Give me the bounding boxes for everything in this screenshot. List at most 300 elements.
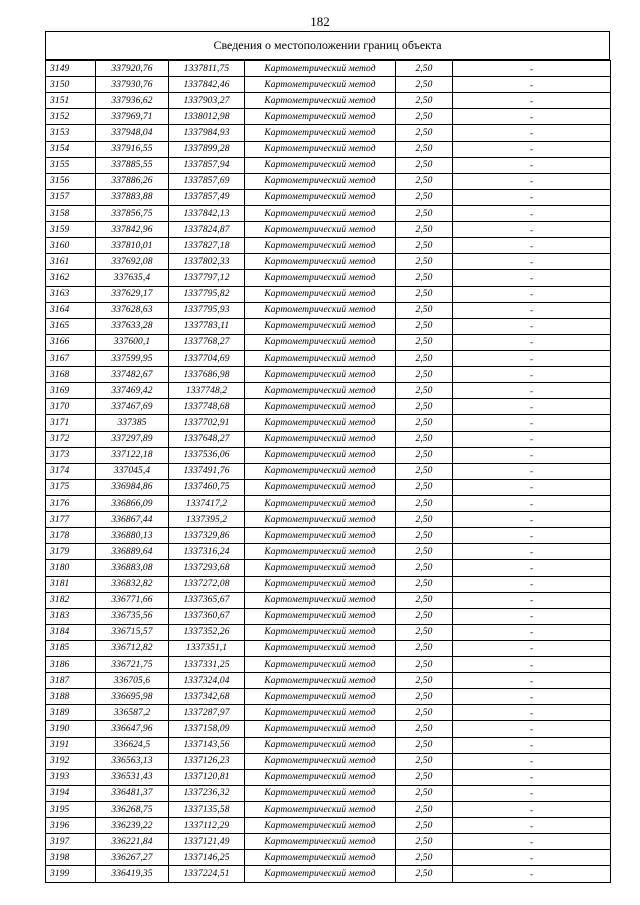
point-number-cell: 3169 — [46, 383, 96, 399]
y-coordinate-cell: 1337112,29 — [169, 818, 245, 834]
accuracy-cell: 2,50 — [396, 866, 453, 882]
accuracy-cell: 2,50 — [396, 721, 453, 737]
description-cell: - — [453, 238, 611, 254]
table-row — [46, 350, 611, 366]
table-row — [46, 93, 611, 109]
y-coordinate-cell: 1337857,69 — [169, 173, 245, 189]
table-row — [46, 447, 611, 463]
description-cell: - — [453, 495, 611, 511]
point-number-cell: 3171 — [46, 415, 96, 431]
description-cell: - — [453, 657, 611, 673]
accuracy-cell: 2,50 — [396, 479, 453, 495]
point-number-cell: 3173 — [46, 447, 96, 463]
point-number-cell: 3176 — [46, 495, 96, 511]
x-coordinate-cell: 337628,63 — [96, 302, 169, 318]
y-coordinate-cell: 1337491,76 — [169, 463, 245, 479]
method-cell: Картометрический метод — [245, 769, 396, 785]
accuracy-cell: 2,50 — [396, 705, 453, 721]
y-coordinate-cell: 1337795,82 — [169, 286, 245, 302]
accuracy-cell: 2,50 — [396, 61, 453, 77]
x-coordinate-cell: 336268,75 — [96, 802, 169, 818]
y-coordinate-cell: 1337272,08 — [169, 576, 245, 592]
coordinates-table-body — [46, 61, 611, 883]
boundary-table-sheet — [45, 31, 610, 883]
description-cell: - — [453, 753, 611, 769]
point-number-cell: 3166 — [46, 334, 96, 350]
method-cell: Картометрический метод — [245, 624, 396, 640]
coordinates-table — [45, 60, 611, 883]
y-coordinate-cell: 1337857,94 — [169, 157, 245, 173]
point-number-cell: 3196 — [46, 818, 96, 834]
method-cell: Картометрический метод — [245, 802, 396, 818]
method-cell: Картометрический метод — [245, 592, 396, 608]
x-coordinate-cell: 337886,26 — [96, 173, 169, 189]
x-coordinate-cell: 337948,04 — [96, 125, 169, 141]
method-cell: Картометрический метод — [245, 254, 396, 270]
accuracy-cell: 2,50 — [396, 495, 453, 511]
point-number-cell: 3187 — [46, 673, 96, 689]
accuracy-cell: 2,50 — [396, 818, 453, 834]
x-coordinate-cell: 336984,86 — [96, 479, 169, 495]
description-cell: - — [453, 624, 611, 640]
description-cell: - — [453, 544, 611, 560]
accuracy-cell: 2,50 — [396, 334, 453, 350]
accuracy-cell: 2,50 — [396, 270, 453, 286]
y-coordinate-cell: 1337842,46 — [169, 77, 245, 93]
description-cell: - — [453, 721, 611, 737]
table-row — [46, 383, 611, 399]
method-cell: Картометрический метод — [245, 302, 396, 318]
description-cell: - — [453, 189, 611, 205]
y-coordinate-cell: 1337316,24 — [169, 544, 245, 560]
method-cell: Картометрический метод — [245, 447, 396, 463]
table-row — [46, 657, 611, 673]
x-coordinate-cell: 337916,55 — [96, 141, 169, 157]
accuracy-cell: 2,50 — [396, 415, 453, 431]
point-number-cell: 3161 — [46, 254, 96, 270]
y-coordinate-cell: 1337143,56 — [169, 737, 245, 753]
y-coordinate-cell: 1337903,27 — [169, 93, 245, 109]
x-coordinate-cell: 336419,35 — [96, 866, 169, 882]
point-number-cell: 3197 — [46, 834, 96, 850]
table-row — [46, 576, 611, 592]
accuracy-cell: 2,50 — [396, 769, 453, 785]
x-coordinate-cell: 337969,71 — [96, 109, 169, 125]
method-cell: Картометрический метод — [245, 141, 396, 157]
y-coordinate-cell: 1337984,93 — [169, 125, 245, 141]
method-cell: Картометрический метод — [245, 431, 396, 447]
method-cell: Картометрический метод — [245, 61, 396, 77]
table-row — [46, 544, 611, 560]
x-coordinate-cell: 336735,56 — [96, 608, 169, 624]
method-cell: Картометрический метод — [245, 528, 396, 544]
accuracy-cell: 2,50 — [396, 850, 453, 866]
method-cell: Картометрический метод — [245, 222, 396, 238]
point-number-cell: 3195 — [46, 802, 96, 818]
x-coordinate-cell: 337920,76 — [96, 61, 169, 77]
x-coordinate-cell: 336624,5 — [96, 737, 169, 753]
accuracy-cell: 2,50 — [396, 383, 453, 399]
x-coordinate-cell: 337885,55 — [96, 157, 169, 173]
accuracy-cell: 2,50 — [396, 512, 453, 528]
description-cell: - — [453, 705, 611, 721]
description-cell: - — [453, 769, 611, 785]
accuracy-cell: 2,50 — [396, 189, 453, 205]
description-cell: - — [453, 640, 611, 656]
y-coordinate-cell: 1337352,26 — [169, 624, 245, 640]
accuracy-cell: 2,50 — [396, 254, 453, 270]
x-coordinate-cell: 336481,37 — [96, 785, 169, 801]
point-number-cell: 3174 — [46, 463, 96, 479]
y-coordinate-cell: 1337365,67 — [169, 592, 245, 608]
table-row — [46, 737, 611, 753]
method-cell: Картометрический метод — [245, 512, 396, 528]
accuracy-cell: 2,50 — [396, 302, 453, 318]
point-number-cell: 3190 — [46, 721, 96, 737]
y-coordinate-cell: 1337236,32 — [169, 785, 245, 801]
x-coordinate-cell: 337482,67 — [96, 367, 169, 383]
description-cell: - — [453, 512, 611, 528]
accuracy-cell: 2,50 — [396, 528, 453, 544]
x-coordinate-cell: 336221,84 — [96, 834, 169, 850]
accuracy-cell: 2,50 — [396, 737, 453, 753]
point-number-cell: 3183 — [46, 608, 96, 624]
x-coordinate-cell: 336715,57 — [96, 624, 169, 640]
y-coordinate-cell: 1337802,33 — [169, 254, 245, 270]
y-coordinate-cell: 1337842,13 — [169, 205, 245, 221]
table-row — [46, 238, 611, 254]
point-number-cell: 3163 — [46, 286, 96, 302]
description-cell: - — [453, 415, 611, 431]
description-cell: - — [453, 367, 611, 383]
table-row — [46, 125, 611, 141]
method-cell: Картометрический метод — [245, 479, 396, 495]
y-coordinate-cell: 1337686,98 — [169, 367, 245, 383]
description-cell: - — [453, 689, 611, 705]
method-cell: Картометрический метод — [245, 689, 396, 705]
x-coordinate-cell: 337600,1 — [96, 334, 169, 350]
point-number-cell: 3185 — [46, 640, 96, 656]
method-cell: Картометрический метод — [245, 125, 396, 141]
x-coordinate-cell: 336832,82 — [96, 576, 169, 592]
point-number-cell: 3164 — [46, 302, 96, 318]
description-cell: - — [453, 157, 611, 173]
method-cell: Картометрический метод — [245, 673, 396, 689]
x-coordinate-cell: 336889,64 — [96, 544, 169, 560]
table-row — [46, 705, 611, 721]
table-row — [46, 189, 611, 205]
description-cell: - — [453, 479, 611, 495]
point-number-cell: 3189 — [46, 705, 96, 721]
description-cell: - — [453, 608, 611, 624]
x-coordinate-cell: 337629,17 — [96, 286, 169, 302]
description-cell: - — [453, 399, 611, 415]
accuracy-cell: 2,50 — [396, 463, 453, 479]
point-number-cell: 3168 — [46, 367, 96, 383]
method-cell: Картометрический метод — [245, 238, 396, 254]
x-coordinate-cell: 336563,13 — [96, 753, 169, 769]
table-row — [46, 205, 611, 221]
method-cell: Картометрический метод — [245, 93, 396, 109]
point-number-cell: 3151 — [46, 93, 96, 109]
point-number-cell: 3158 — [46, 205, 96, 221]
x-coordinate-cell: 337633,28 — [96, 318, 169, 334]
y-coordinate-cell: 1337857,49 — [169, 189, 245, 205]
accuracy-cell: 2,50 — [396, 77, 453, 93]
method-cell: Картометрический метод — [245, 818, 396, 834]
x-coordinate-cell: 336267,27 — [96, 850, 169, 866]
point-number-cell: 3160 — [46, 238, 96, 254]
x-coordinate-cell: 337599,95 — [96, 350, 169, 366]
method-cell: Картометрический метод — [245, 576, 396, 592]
description-cell: - — [453, 334, 611, 350]
point-number-cell: 3182 — [46, 592, 96, 608]
y-coordinate-cell: 1337324,04 — [169, 673, 245, 689]
point-number-cell: 3181 — [46, 576, 96, 592]
y-coordinate-cell: 1337536,06 — [169, 447, 245, 463]
method-cell: Картометрический метод — [245, 334, 396, 350]
y-coordinate-cell: 1337287,97 — [169, 705, 245, 721]
accuracy-cell: 2,50 — [396, 238, 453, 254]
description-cell: - — [453, 302, 611, 318]
table-row — [46, 495, 611, 511]
description-cell: - — [453, 125, 611, 141]
table-row — [46, 415, 611, 431]
accuracy-cell: 2,50 — [396, 544, 453, 560]
x-coordinate-cell: 337297,89 — [96, 431, 169, 447]
table-row — [46, 753, 611, 769]
point-number-cell: 3170 — [46, 399, 96, 415]
table-row — [46, 109, 611, 125]
point-number-cell: 3178 — [46, 528, 96, 544]
accuracy-cell: 2,50 — [396, 608, 453, 624]
x-coordinate-cell: 337936,62 — [96, 93, 169, 109]
y-coordinate-cell: 1337824,87 — [169, 222, 245, 238]
accuracy-cell: 2,50 — [396, 592, 453, 608]
description-cell: - — [453, 270, 611, 286]
y-coordinate-cell: 1337704,69 — [169, 350, 245, 366]
x-coordinate-cell: 336771,66 — [96, 592, 169, 608]
method-cell: Картометрический метод — [245, 189, 396, 205]
point-number-cell: 3191 — [46, 737, 96, 753]
x-coordinate-cell: 336647,96 — [96, 721, 169, 737]
description-cell: - — [453, 61, 611, 77]
y-coordinate-cell: 1337331,25 — [169, 657, 245, 673]
y-coordinate-cell: 1337811,75 — [169, 61, 245, 77]
method-cell: Картометрический метод — [245, 721, 396, 737]
x-coordinate-cell: 336721,75 — [96, 657, 169, 673]
y-coordinate-cell: 1337795,93 — [169, 302, 245, 318]
table-row — [46, 850, 611, 866]
point-number-cell: 3172 — [46, 431, 96, 447]
x-coordinate-cell: 336705,6 — [96, 673, 169, 689]
table-row — [46, 270, 611, 286]
y-coordinate-cell: 1337351,1 — [169, 640, 245, 656]
point-number-cell: 3159 — [46, 222, 96, 238]
table-row — [46, 61, 611, 77]
description-cell: - — [453, 77, 611, 93]
point-number-cell: 3156 — [46, 173, 96, 189]
y-coordinate-cell: 1337797,12 — [169, 270, 245, 286]
accuracy-cell: 2,50 — [396, 657, 453, 673]
accuracy-cell: 2,50 — [396, 753, 453, 769]
accuracy-cell: 2,50 — [396, 173, 453, 189]
table-row — [46, 769, 611, 785]
x-coordinate-cell: 337469,42 — [96, 383, 169, 399]
point-number-cell: 3154 — [46, 141, 96, 157]
description-cell: - — [453, 383, 611, 399]
description-cell: - — [453, 141, 611, 157]
point-number-cell: 3192 — [46, 753, 96, 769]
description-cell: - — [453, 560, 611, 576]
table-row — [46, 399, 611, 415]
point-number-cell: 3186 — [46, 657, 96, 673]
accuracy-cell: 2,50 — [396, 205, 453, 221]
point-number-cell: 3162 — [46, 270, 96, 286]
table-row — [46, 689, 611, 705]
x-coordinate-cell: 337930,76 — [96, 77, 169, 93]
y-coordinate-cell: 1337702,91 — [169, 415, 245, 431]
point-number-cell: 3167 — [46, 350, 96, 366]
y-coordinate-cell: 1337224,51 — [169, 866, 245, 882]
method-cell: Картометрический метод — [245, 109, 396, 125]
x-coordinate-cell: 337045,4 — [96, 463, 169, 479]
point-number-cell: 3150 — [46, 77, 96, 93]
point-number-cell: 3157 — [46, 189, 96, 205]
method-cell: Картометрический метод — [245, 640, 396, 656]
y-coordinate-cell: 1337342,68 — [169, 689, 245, 705]
table-row — [46, 286, 611, 302]
point-number-cell: 3179 — [46, 544, 96, 560]
table-row — [46, 673, 611, 689]
x-coordinate-cell: 337842,96 — [96, 222, 169, 238]
description-cell: - — [453, 318, 611, 334]
point-number-cell: 3152 — [46, 109, 96, 125]
method-cell: Картометрический метод — [245, 157, 396, 173]
y-coordinate-cell: 1337417,2 — [169, 495, 245, 511]
method-cell: Картометрический метод — [245, 350, 396, 366]
x-coordinate-cell: 336531,43 — [96, 769, 169, 785]
point-number-cell: 3175 — [46, 479, 96, 495]
method-cell: Картометрический метод — [245, 834, 396, 850]
description-cell: - — [453, 592, 611, 608]
point-number-cell: 3198 — [46, 850, 96, 866]
accuracy-cell: 2,50 — [396, 222, 453, 238]
y-coordinate-cell: 1337135,58 — [169, 802, 245, 818]
point-number-cell: 3180 — [46, 560, 96, 576]
method-cell: Картометрический метод — [245, 318, 396, 334]
y-coordinate-cell: 1337827,18 — [169, 238, 245, 254]
table-row — [46, 302, 611, 318]
description-cell: - — [453, 205, 611, 221]
accuracy-cell: 2,50 — [396, 318, 453, 334]
table-row — [46, 640, 611, 656]
description-cell: - — [453, 866, 611, 882]
accuracy-cell: 2,50 — [396, 689, 453, 705]
x-coordinate-cell: 336587,2 — [96, 705, 169, 721]
accuracy-cell: 2,50 — [396, 802, 453, 818]
y-coordinate-cell: 1337360,67 — [169, 608, 245, 624]
y-coordinate-cell: 1337783,11 — [169, 318, 245, 334]
x-coordinate-cell: 337467,69 — [96, 399, 169, 415]
point-number-cell: 3165 — [46, 318, 96, 334]
table-row — [46, 367, 611, 383]
accuracy-cell: 2,50 — [396, 141, 453, 157]
table-row — [46, 818, 611, 834]
method-cell: Картометрический метод — [245, 205, 396, 221]
accuracy-cell: 2,50 — [396, 109, 453, 125]
table-row — [46, 173, 611, 189]
description-cell: - — [453, 350, 611, 366]
y-coordinate-cell: 1337899,28 — [169, 141, 245, 157]
x-coordinate-cell: 337810,01 — [96, 238, 169, 254]
y-coordinate-cell: 1337126,23 — [169, 753, 245, 769]
accuracy-cell: 2,50 — [396, 834, 453, 850]
method-cell: Картометрический метод — [245, 705, 396, 721]
description-cell: - — [453, 834, 611, 850]
y-coordinate-cell: 1337648,27 — [169, 431, 245, 447]
description-cell: - — [453, 528, 611, 544]
y-coordinate-cell: 1337748,68 — [169, 399, 245, 415]
method-cell: Картометрический метод — [245, 495, 396, 511]
description-cell: - — [453, 173, 611, 189]
accuracy-cell: 2,50 — [396, 447, 453, 463]
x-coordinate-cell: 337692,08 — [96, 254, 169, 270]
table-row — [46, 721, 611, 737]
x-coordinate-cell: 336712,82 — [96, 640, 169, 656]
point-number-cell: 3153 — [46, 125, 96, 141]
x-coordinate-cell: 337635,4 — [96, 270, 169, 286]
page-number: 182 — [310, 14, 330, 29]
x-coordinate-cell: 336239,22 — [96, 818, 169, 834]
description-cell: - — [453, 576, 611, 592]
description-cell: - — [453, 93, 611, 109]
table-row — [46, 463, 611, 479]
method-cell: Картометрический метод — [245, 367, 396, 383]
table-row — [46, 866, 611, 882]
table-row — [46, 560, 611, 576]
description-cell: - — [453, 109, 611, 125]
method-cell: Картометрический метод — [245, 866, 396, 882]
table-row — [46, 141, 611, 157]
method-cell: Картометрический метод — [245, 399, 396, 415]
y-coordinate-cell: 1337748,2 — [169, 383, 245, 399]
method-cell: Картометрический метод — [245, 850, 396, 866]
point-number-cell: 3149 — [46, 61, 96, 77]
x-coordinate-cell: 337122,18 — [96, 447, 169, 463]
accuracy-cell: 2,50 — [396, 93, 453, 109]
description-cell: - — [453, 431, 611, 447]
table-row — [46, 157, 611, 173]
accuracy-cell: 2,50 — [396, 157, 453, 173]
method-cell: Картометрический метод — [245, 383, 396, 399]
accuracy-cell: 2,50 — [396, 560, 453, 576]
method-cell: Картометрический метод — [245, 737, 396, 753]
point-number-cell: 3193 — [46, 769, 96, 785]
x-coordinate-cell: 337856,75 — [96, 205, 169, 221]
description-cell: - — [453, 463, 611, 479]
accuracy-cell: 2,50 — [396, 624, 453, 640]
y-coordinate-cell: 1337329,86 — [169, 528, 245, 544]
description-cell: - — [453, 818, 611, 834]
y-coordinate-cell: 1338012,98 — [169, 109, 245, 125]
description-cell: - — [453, 222, 611, 238]
method-cell: Картометрический метод — [245, 753, 396, 769]
method-cell: Картометрический метод — [245, 270, 396, 286]
method-cell: Картометрический метод — [245, 560, 396, 576]
description-cell: - — [453, 785, 611, 801]
table-row — [46, 431, 611, 447]
